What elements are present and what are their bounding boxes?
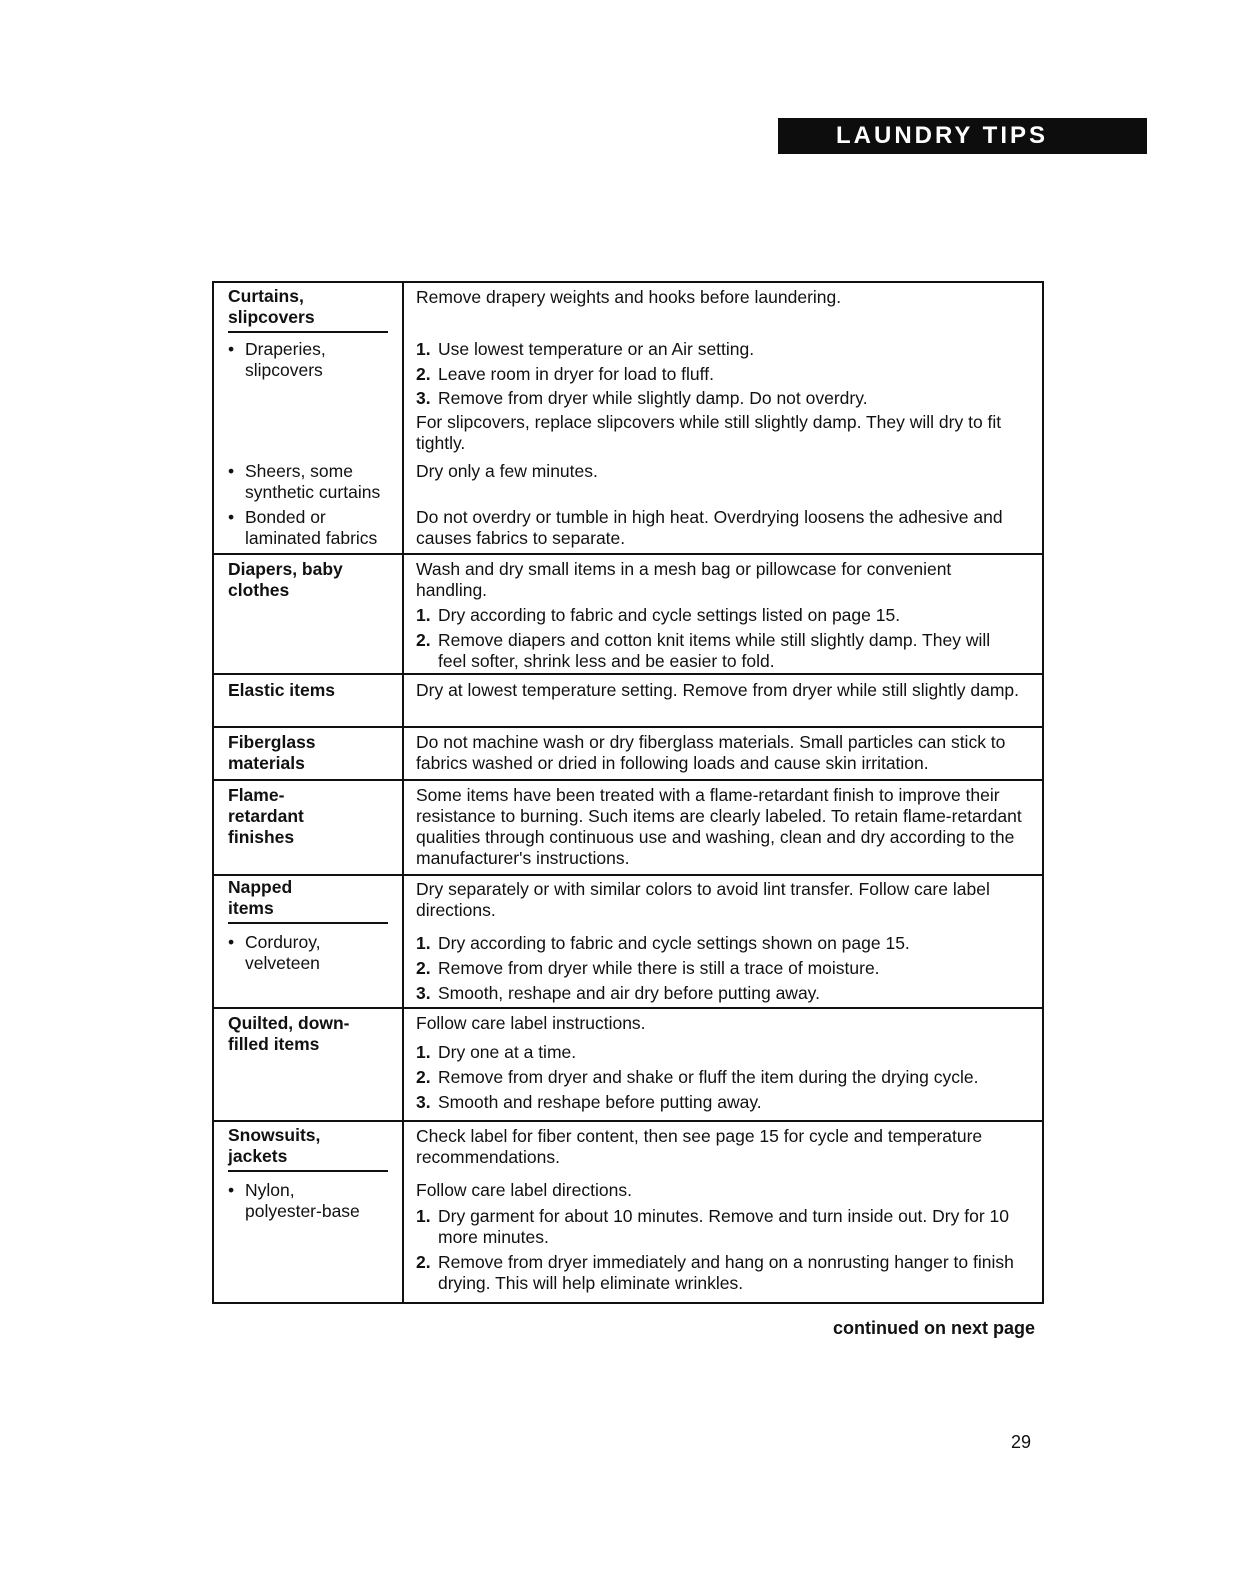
table-row-elastic [213,674,1043,727]
row-content-cell [403,780,1043,875]
numbered-step: 1. Dry according to fabric and cycle settings shown on page 15. [416,933,910,953]
row-intro: Dry separately or with similar colors to avoid lint transfer. Follow care label directions. [416,879,990,920]
row-intro: Check label for fiber content, then see page 15 for cycle and temperature recommendations. [416,1126,983,1167]
bullet-item: • Bonded or laminated fabrics [228,507,378,548]
table-row-fiberglass [213,727,1043,780]
row-content-cell [403,875,1043,1008]
numbered-step: 1. Dry according to fabric and cycle settings listed on page 15. [416,605,901,625]
numbered-step: 3. Remove from dryer while slightly damp. Do not overdry. [416,388,868,408]
row-text: Dry at lowest temperature setting. Remove from dryer while still slightly damp. [416,680,1019,700]
numbered-step: 1. Dry one at a time. [416,1042,577,1062]
numbered-step: 3. Smooth, reshape and air dry before putting away. [416,983,820,1003]
row-label-cell [213,674,403,727]
row-content-cell [403,282,1043,554]
row-label-cell [213,554,403,674]
numbered-step: 2. Remove diapers and cotton knit items while still slightly damp. They will feel softer, shrink less and be easier to fold. [416,630,991,671]
numbered-step: 1. Dry garment for about 10 minutes. Remove and turn inside out. Dry for 10 more minutes. [416,1206,1009,1247]
table-row-diapers [213,554,1043,674]
numbered-step: 2. Leave room in dryer for load to fluff. [416,364,714,384]
row-heading: Snowsuits, jackets [228,1125,388,1172]
row-label-cell [213,1008,403,1121]
row-sub-intro: Follow care label directions. [416,1180,632,1200]
numbered-step: 2. Remove from dryer immediately and hang on a nonrusting hanger to finish drying. This will help eliminate wrinkles. [416,1252,1014,1293]
page-number: 29 [1011,1432,1032,1452]
row-text: Some items have been treated with a flame-retardant finish to improve their resistance to burning. Such items are clearly labeled. To retain flame-retardant qualities through continuous use and washing, clean and dry according to the manufacturer's instructions. [416,785,1022,868]
row-heading: Fiberglass materials [228,732,316,773]
row-content-cell [403,1121,1043,1303]
table-row-quilted [213,1008,1043,1121]
row-label-cell [213,1121,403,1303]
row-label-cell [213,780,403,875]
row-text: Dry only a few minutes. [416,461,598,481]
row-heading: Curtains, slipcovers [228,286,388,333]
row-heading: Elastic items [228,680,335,700]
row-heading: Flame-retardant finishes [228,785,304,847]
table-row-flame-retardant [213,780,1043,875]
row-label-cell [213,875,403,1008]
row-intro: Remove drapery weights and hooks before laundering. [416,287,842,307]
row-label-cell [213,282,403,554]
row-intro: Wash and dry small items in a mesh bag or pillowcase for convenient handling. [416,559,952,600]
row-content-cell [403,1008,1043,1121]
row-intro: Follow care label instructions. [416,1013,646,1033]
bullet-item: • Sheers, some synthetic curtains [228,461,381,502]
numbered-step: 2. Remove from dryer while there is still a trace of moisture. [416,958,880,978]
numbered-step: 3. Smooth and reshape before putting away. [416,1092,762,1112]
table-row-napped [213,875,1043,1008]
table-row-curtains [213,282,1043,554]
section-title: LAUNDRY TIPS [836,122,1049,149]
bullet-item: • Nylon, polyester-base [228,1180,360,1221]
row-heading: Napped items [228,877,388,924]
row-content-cell [403,674,1043,727]
section-title-banner [778,118,1147,154]
continued-note: continued on next page [833,1318,1036,1338]
row-text: Do not overdry or tumble in high heat. Overdrying loosens the adhesive and causes fabrics to separate. [416,507,1003,548]
bullet-item: • Corduroy, velveteen [228,932,321,973]
row-label-cell [213,727,403,780]
row-note: For slipcovers, replace slipcovers while still slightly damp. They will dry to fit tightly. [416,412,1002,453]
row-heading: Diapers, baby clothes [228,559,343,600]
bullet-item: • Draperies, slipcovers [228,339,326,380]
row-heading: Quilted, down-filled items [228,1013,350,1054]
table-row-snowsuits [213,1121,1043,1303]
row-content-cell [403,727,1043,780]
row-content-cell [403,554,1043,674]
row-text: Do not machine wash or dry fiberglass materials. Small particles can stick to fabrics washed or dried in following loads and cause skin irritation. [416,732,1006,773]
numbered-step: 2. Remove from dryer and shake or fluff the item during the drying cycle. [416,1067,979,1087]
laundry-tips-table [212,281,1044,1304]
numbered-step: 1. Use lowest temperature or an Air setting. [416,339,755,359]
